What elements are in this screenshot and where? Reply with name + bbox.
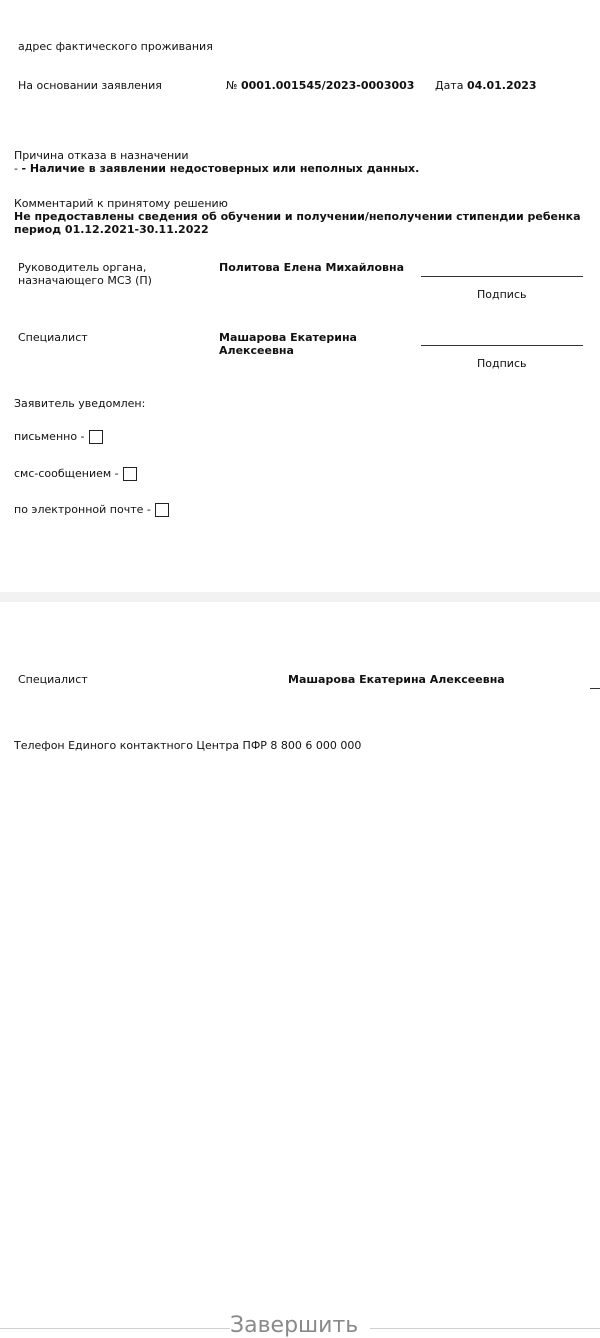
notify-written-row	[14, 430, 103, 444]
head-signature-label: Подпись	[477, 288, 527, 301]
residence-label: адрес фактического проживания	[18, 40, 213, 52]
application-date-row	[435, 79, 537, 92]
residence-label-clip	[18, 38, 213, 52]
document-page-1	[0, 0, 600, 592]
page-separator	[0, 592, 600, 602]
finish-button[interactable]: Завершить	[230, 1313, 359, 1338]
notify-sms-row	[14, 467, 137, 481]
finish-divider-right	[370, 1328, 600, 1329]
comment-line-2: период 01.12.2021-30.11.2022	[14, 223, 209, 236]
notify-email-label: по электронной почте -	[14, 503, 151, 516]
specialist-name-line-1: Машарова Екатерина	[219, 331, 357, 344]
comment-label: Комментарий к принятому решению	[14, 197, 228, 210]
application-date: 04.01.2023	[466, 79, 537, 92]
specialist-signature-label: Подпись	[477, 357, 527, 370]
refusal-reason-row	[14, 162, 419, 175]
specialist-role: Специалист	[18, 331, 88, 344]
application-number-row	[226, 79, 414, 92]
notify-sms-label: смс-сообщением -	[14, 467, 119, 480]
head-name: Политова Елена Михайловна	[219, 261, 405, 274]
notify-sms-checkbox[interactable]	[123, 467, 137, 481]
page2-signature-line	[590, 688, 600, 689]
notify-email-row	[14, 503, 169, 517]
refusal-label: Причина отказа в назначении	[14, 149, 189, 162]
specialist-signature-line	[421, 345, 583, 346]
notify-written-checkbox[interactable]	[89, 430, 103, 444]
application-number: 0001.001545/2023-0003003	[240, 79, 415, 92]
head-signature-line	[421, 276, 583, 277]
notify-email-checkbox[interactable]	[155, 503, 169, 517]
notified-label: Заявитель уведомлен:	[14, 397, 146, 410]
head-role-line-1: Руководитель органа,	[18, 261, 147, 274]
refusal-prefix: -	[14, 162, 22, 175]
refusal-reason: - Наличие в заявлении недостоверных или неполных данных.	[21, 162, 420, 175]
date-label: Дата	[435, 79, 464, 92]
specialist-name-line-2: Алексеевна	[219, 344, 294, 357]
page2-specialist-role: Специалист	[18, 673, 88, 686]
notify-written-label: письменно -	[14, 430, 85, 443]
page2-specialist-name: Машарова Екатерина Алексеевна	[288, 673, 505, 686]
number-sign: №	[226, 79, 238, 92]
comment-line-1: Не предоставлены сведения об обучении и получении/неполучении стипендии ребенка	[14, 210, 581, 223]
finish-divider-left	[0, 1328, 230, 1329]
contact-center-phone: Телефон Единого контактного Центра ПФР 8 800 6 000 000	[14, 739, 362, 752]
basis-label: На основании заявления	[18, 79, 162, 92]
head-role-line-2: назначающего МСЗ (П)	[18, 274, 152, 287]
document-page-2	[0, 602, 600, 1332]
